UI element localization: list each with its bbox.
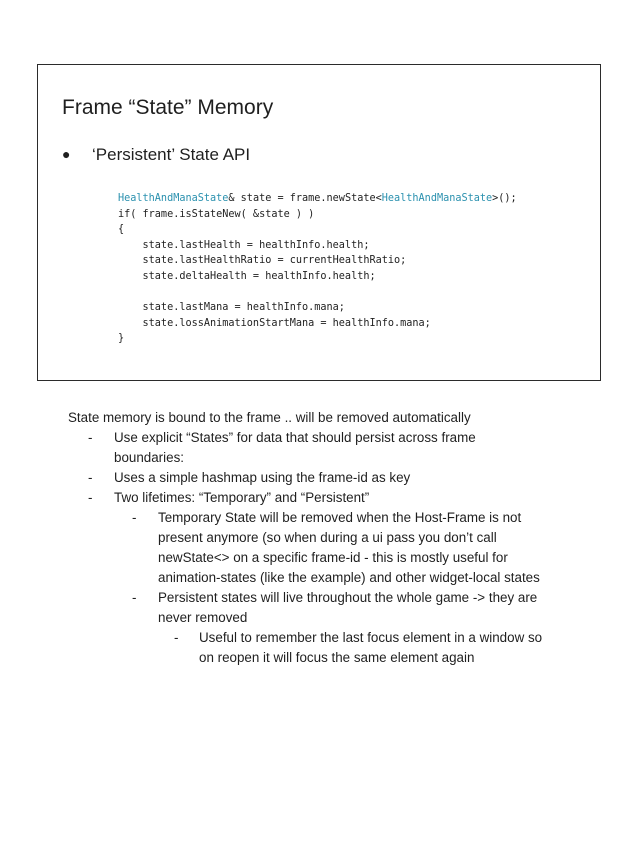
notes-subitem-1-cont: present anymore (so when during a ui pass you don’t call (158, 530, 497, 545)
code-line-1 (118, 191, 517, 207)
notes-subsubitem-1-cont: on reopen it will focus the same element again (199, 650, 475, 665)
notes-subitem-2-cont: never removed (158, 610, 248, 625)
dash-marker: - (174, 630, 179, 645)
notes-subitem-1: Temporary State will be removed when the Host-Frame is not (158, 510, 522, 525)
code-type-name: HealthAndManaState (381, 193, 493, 204)
notes-subitem-2: Persistent states will live throughout the whole game -> they are (158, 590, 538, 605)
dash-marker: - (88, 490, 93, 505)
slide-bullet (62, 145, 250, 165)
notes-subitem-1-cont: newState<> on a specific frame-id - this is mostly useful for (158, 550, 508, 565)
slide-title: Frame “State” Memory (62, 96, 274, 119)
slide-bullet-text: ‘Persistent’ State API (92, 145, 251, 164)
notes-item-1-cont: boundaries: (114, 450, 184, 465)
dash-marker: - (132, 590, 137, 605)
code-line-10: } (118, 333, 125, 345)
code-line-6: state.deltaHealth = healthInfo.health; (118, 270, 376, 282)
code-text: >(); (492, 193, 517, 204)
code-line-8: state.lastMana = healthInfo.mana; (118, 302, 345, 314)
code-line-4: state.lastHealth = healthInfo.health; (118, 239, 370, 251)
dash-marker: - (132, 510, 137, 525)
notes-item-3: Two lifetimes: “Temporary” and “Persistent” (114, 490, 370, 505)
code-snippet (118, 191, 517, 347)
dash-marker: - (88, 430, 93, 445)
code-line-3: { (118, 224, 125, 236)
slide-panel (37, 64, 601, 381)
notes-item-1: Use explicit “States” for data that should persist across frame (114, 430, 476, 445)
notes-intro: State memory is bound to the frame .. will be removed automatically (68, 410, 471, 425)
notes-subitem-1-cont: animation-states (like the example) and other widget-local states (158, 570, 540, 585)
notes-subsubitem-1: Useful to remember the last focus element in a window so (199, 630, 543, 645)
notes-item-2: Uses a simple hashmap using the frame-id as key (114, 470, 411, 485)
code-line-9: state.lossAnimationStartMana = healthInfo.mana; (118, 317, 431, 329)
code-blank-line (118, 285, 517, 301)
code-text: & state = frame.newState< (228, 193, 382, 204)
dash-marker: - (88, 470, 93, 485)
code-line-5: state.lastHealthRatio = currentHealthRatio; (118, 255, 407, 267)
code-line-2: if( frame.isStateNew( &state ) ) (118, 208, 315, 220)
bullet-marker: ● (62, 146, 71, 162)
code-type-name: HealthAndManaState (118, 193, 229, 204)
